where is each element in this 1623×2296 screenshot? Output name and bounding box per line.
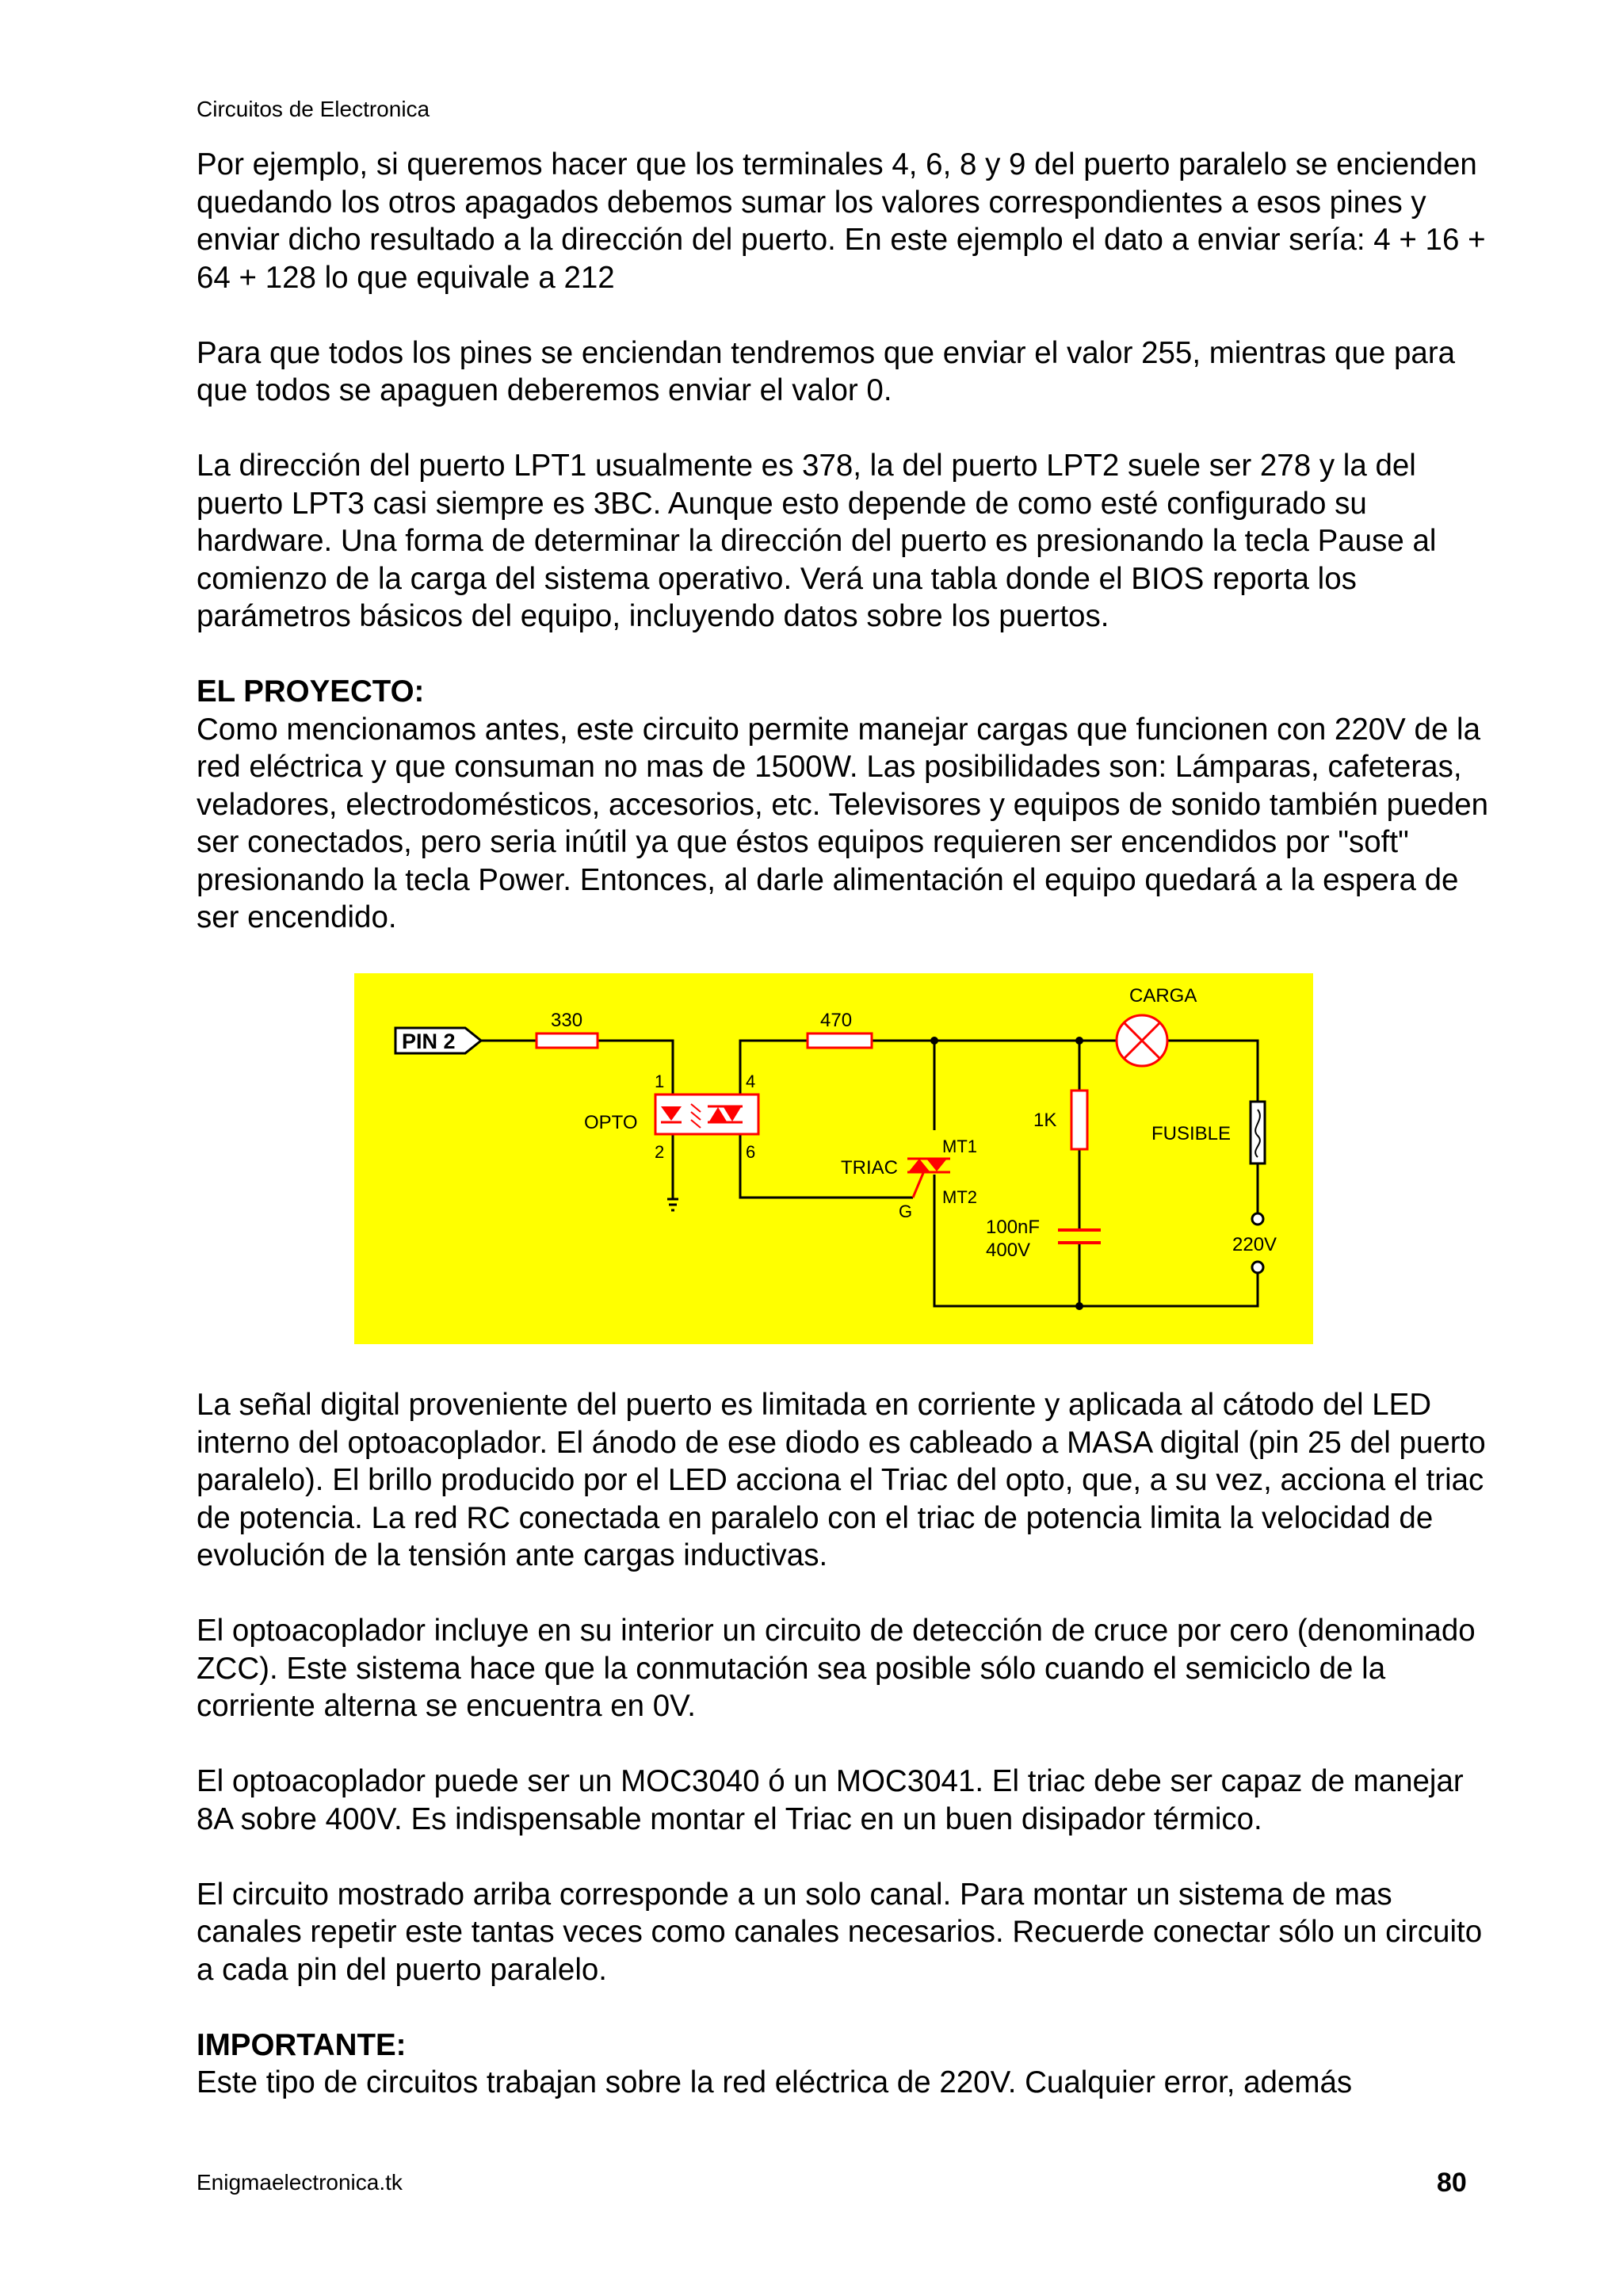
triac-gate-label: G	[899, 1201, 913, 1221]
footer-site: Enigmaelectronica.tk	[197, 2170, 403, 2195]
load-label: CARGA	[1129, 985, 1197, 1007]
capacitor-voltage-label: 400V	[986, 1240, 1031, 1261]
triac-mt2-label: MT2	[942, 1187, 977, 1207]
paragraph: El circuito mostrado arriba corresponde a un solo canal. Para montar un sistema de mas canales repetir este tantas veces como canales necesarios. Recuerde conectar sólo un circuito a cada pin del puerto paralelo.	[197, 1877, 1483, 1987]
resistor-470	[808, 1033, 872, 1048]
body-text-top	[197, 146, 1496, 937]
triac-mt1-label: MT1	[942, 1137, 977, 1156]
resistor-1k-label: 1K	[1033, 1110, 1057, 1131]
triac-label: TRIAC	[841, 1157, 898, 1179]
opto-pin2-label: 2	[655, 1142, 665, 1162]
section-heading-proyecto: EL PROYECTO:	[197, 674, 425, 709]
capacitor-value-label: 100nF	[986, 1217, 1041, 1238]
opto-pin6-label: 6	[746, 1142, 756, 1162]
paragraph: La dirección del puerto LPT1 usualmente es 378, la del puerto LPT2 suele ser 278 y la del puerto LPT3 casi siempre es 3BC. Aunque esto depende de como esté configurado su hardware. Una forma de determinar la dirección del puerto es presionando la tecla Pause al comienzo de la carga del sistema operativo. Verá una tabla donde el BIOS reporta los parámetros básicos del equipo, incluyendo datos sobre los puertos.	[197, 449, 1437, 633]
resistor-330	[537, 1033, 598, 1048]
section-heading-importante: IMPORTANTE:	[197, 2027, 407, 2062]
supply-label: 220V	[1232, 1234, 1277, 1255]
resistor-1k	[1071, 1091, 1087, 1149]
page-number: 80	[1437, 2168, 1467, 2198]
circuit-schematic	[354, 973, 1313, 1344]
resistor-330-label: 330	[551, 1010, 583, 1031]
opto-pin4-label: 4	[746, 1072, 756, 1091]
paragraph: Para que todos los pines se enciendan tendremos que enviar el valor 255, mientras que para que todos se apaguen deberemos enviar el valor 0.	[197, 335, 1456, 407]
pin2-label: PIN 2	[402, 1030, 456, 1053]
paragraph: El optoacoplador incluye en su interior un circuito de detección de cruce por cero (denominado ZCC). Este sistema hace que la conmutación sea posible sólo cuando el semiciclo de la corriente alterna se encuentra en 0V.	[197, 1614, 1476, 1723]
paragraph: El optoacoplador puede ser un MOC3040 ó un MOC3041. El triac debe ser capaz de manejar 8A sobre 400V. Es indispensable montar el Triac en un buen disipador térmico.	[197, 1764, 1464, 1836]
running-header: Circuitos de Electronica	[197, 97, 430, 121]
fuse-label: FUSIBLE	[1151, 1123, 1232, 1144]
paragraph: Por ejemplo, si queremos hacer que los terminales 4, 6, 8 y 9 del puerto paralelo se encienden quedando los otros apagados debemos sumar los valores correspondientes a esos pines y enviar dicho resultado a la dirección del puerto. En este ejemplo el dato a enviar sería: 4 + 16 + 64 + 128 lo que equivale a 212	[197, 147, 1486, 295]
paragraph: Este tipo de circuitos trabajan sobre la red eléctrica de 220V. Cualquier error, además	[197, 2065, 1353, 2099]
paragraph: Como mencionamos antes, este circuito permite manejar cargas que funcionen con 220V de la red eléctrica y que consuman no mas de 1500W. Las posibilidades son: Lámparas, cafeteras, veladores, electrodomésticos, accesorios, etc. Televisores y equipos de sonido también pueden ser conectados, pero seria inútil ya que éstos equipos requieren ser encendidos por "soft" presionando la tecla Power. Entonces, al darle alimentación el equipo quedará a la espera de ser encendido.	[197, 712, 1489, 934]
circuit-diagram	[354, 973, 1313, 1344]
opto-pin1-label: 1	[655, 1072, 665, 1091]
paragraph: La señal digital proveniente del puerto es limitada en corriente y aplicada al cátodo del LED interno del optoacoplador. El ánodo de ese diodo es cableado a MASA digital (pin 25 del puerto paralelo). El brillo producido por el LED acciona el Triac del opto, que, a su vez, acciona el triac de potencia. La red RC conectada en paralelo con el triac de potencia limita la velocidad de evolución de la tensión ante cargas inductivas.	[197, 1388, 1486, 1572]
terminal-bottom-icon	[1252, 1262, 1263, 1273]
terminal-top-icon	[1252, 1213, 1263, 1224]
body-text-bottom	[197, 1386, 1496, 2102]
opto-label: OPTO	[584, 1112, 638, 1133]
resistor-470-label: 470	[820, 1010, 853, 1031]
